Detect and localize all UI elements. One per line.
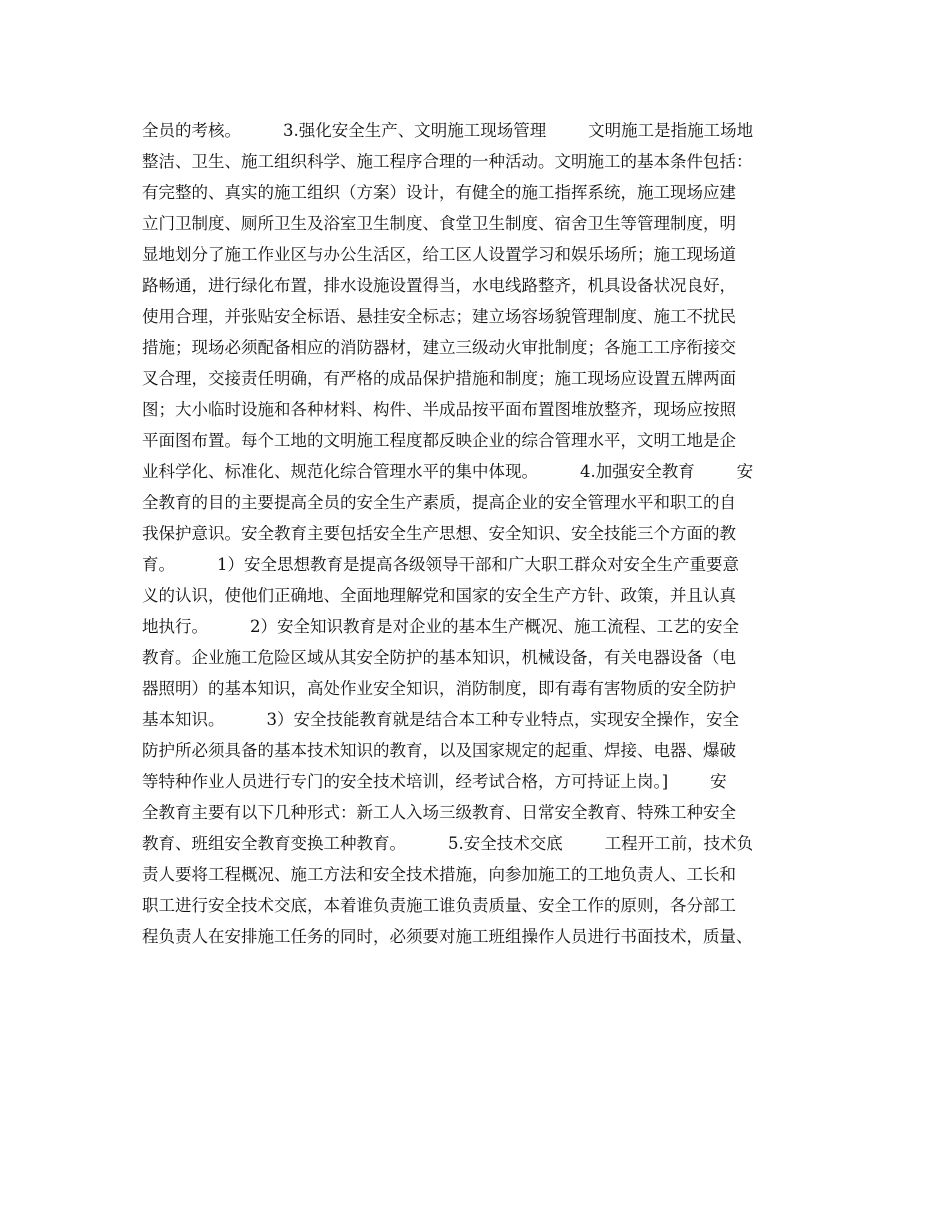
text-line: 我保护意识。安全教育主要包括安全生产思想、安全知识、安全技能三个方面的教: [142, 524, 736, 543]
text-line: 路畅通，进行绿化布置，排水设施设置得当，水电线路整齐，机具设备状况良好，: [142, 276, 736, 295]
text-line: 立门卫制度、厕所卫生及浴室卫生制度、食堂卫生制度、宿舍卫生等管理制度，明: [142, 214, 736, 233]
text-line: 义的认识，使他们正确地、全面地理解党和国家的安全生产方针、政策，并且认真: [142, 586, 736, 605]
text-line: 平面图布置。每个工地的文明施工程度都反映企业的综合管理水平，文明工地是企: [142, 431, 736, 450]
text-line: 使用合理，并张贴安全标语、悬挂安全标志；建立场容场貌管理制度、施工不扰民: [142, 307, 736, 326]
text-line: 全员的考核。 3.强化安全生产、文明施工现场管理 文明施工是指施工场地: [142, 121, 754, 140]
text-line: 基本知识。 3）安全技能教育就是结合本工种专业特点，实现安全操作，安全: [142, 710, 739, 729]
text-line: 图；大小临时设施和各种材料、构件、半成品按平面布置图堆放整齐，现场应按照: [142, 400, 736, 419]
text-line: 措施；现场必须配备相应的消防器材，建立三级动火审批制度；各施工工序衔接交: [142, 338, 736, 357]
text-line: 整洁、卫生、施工组织科学、施工程序合理的一种活动。文明施工的基本条件包括：: [142, 152, 753, 171]
text-line: 防护所必须具备的基本技术知识的教育，以及国家规定的起重、焊接、电器、爆破: [142, 741, 736, 760]
text-line: 地执行。 2）安全知识教育是对企业的基本生产概况、施工流程、工艺的安全: [142, 617, 739, 636]
text-line: 程负责人在安排施工任务的同时，必须要对施工班组操作人员进行书面技术，质量、: [142, 927, 753, 946]
text-line: 育。 1）安全思想教育是提高各级领导干部和广大职工群众对安全生产重要意: [142, 555, 739, 574]
text-line: 职工进行安全技术交底，本着谁负责施工谁负责质量、安全工作的原则，各分部工: [142, 896, 736, 915]
text-line: 责人要将工程概况、施工方法和安全技术措施，向参加施工的工地负责人、工长和: [142, 865, 736, 884]
text-line: 全教育主要有以下几种形式：新工人入场三级教育、日常安全教育、特殊工种安全: [142, 803, 736, 822]
text-line: 教育。企业施工危险区域从其安全防护的基本知识，机械设备，有关电器设备（电: [142, 648, 736, 667]
text-line: 叉合理，交接责任明确，有严格的成品保护措施和制度；施工现场应设置五牌两面: [142, 369, 736, 388]
text-line: 教育、班组安全教育变换工种教育。 5.安全技术交底 工程开工前，技术负: [142, 834, 754, 853]
text-line: 等特种作业人员进行专门的安全技术培训，经考试合格，方可持证上岗。] 安: [142, 772, 727, 791]
text-line: 有完整的、真实的施工组织（方案）设计，有健全的施工指挥系统，施工现场应建: [142, 183, 736, 202]
text-line: 器照明）的基本知识，高处作业安全知识，消防制度，即有毒有害物质的安全防护: [142, 679, 736, 698]
body-text: [142, 115, 822, 952]
text-line: 显地划分了施工作业区与办公生活区，给工区人设置学习和娱乐场所；施工现场道: [142, 245, 736, 264]
text-line: 全教育的目的主要提高全员的安全生产素质，提高企业的安全管理水平和职工的自: [142, 493, 736, 512]
text-line: 业科学化、标准化、规范化综合管理水平的集中体现。 4.加强安全教育 安: [142, 462, 754, 481]
